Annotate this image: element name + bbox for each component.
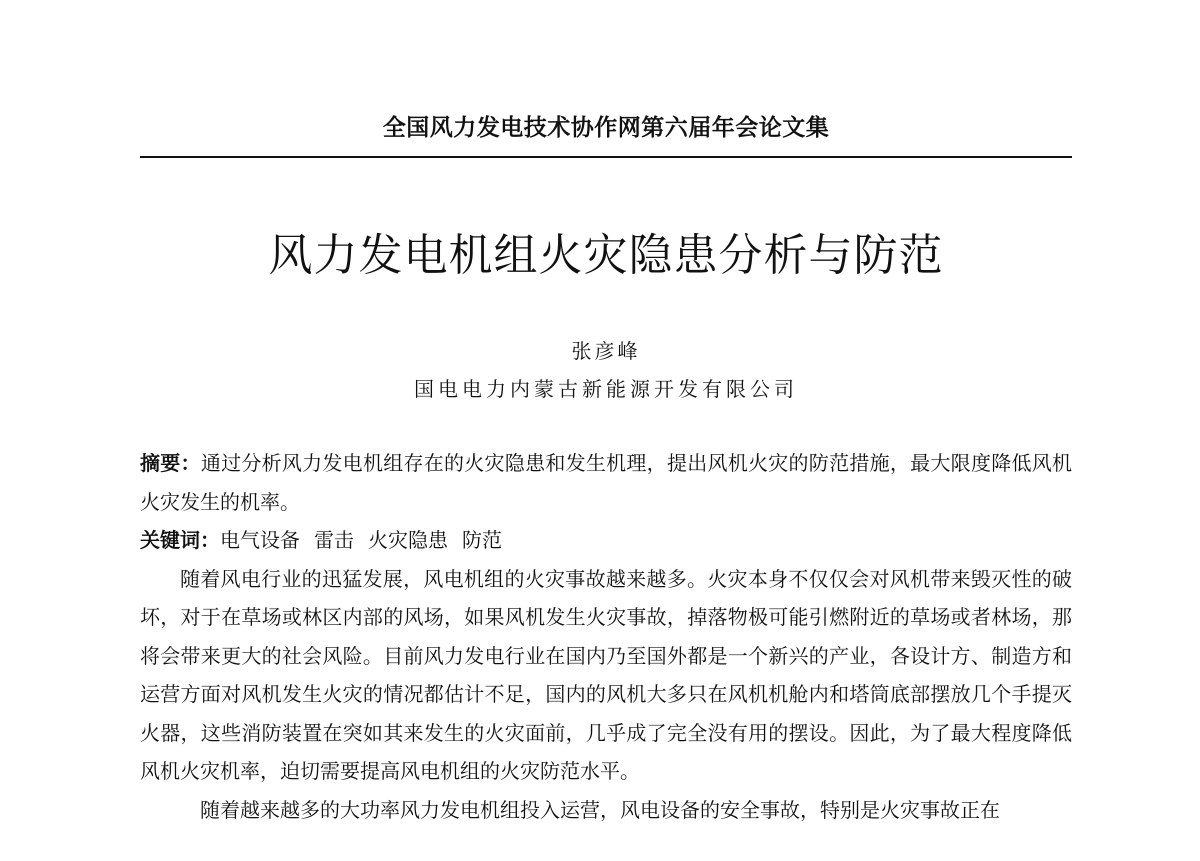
body-paragraph: 随着风电行业的迅猛发展，风电机组的火灾事故越来越多。火灾本身不仅仅会对风机带来毁灭性的破坏，对于在草场或林区内部的风场，如果风机发生火灾事故，掉落物极可能引燃附近的草场或者林场，那将会带来更大的社会风险。目前风力发电行业在国内乃至国外都是一个新兴的产业，各设计方、制造方和运营方面对风机发生火灾的情况都估计不足，国内的风机大多只在风机机舱内和塔筒底部摆放几个手提灭火器，这些消防装置在突如其来发生的火灾面前，几乎成了完全没有用的摆设。因此，为了最大程度降低风机火灾机率，迫切需要提高风电机组的火灾防范水平。: [140, 566, 1072, 783]
author-name: 张彦峰: [571, 339, 641, 363]
keyword: 电气设备: [220, 528, 300, 552]
author-affiliation: 国电电力内蒙古新能源开发有限公司: [414, 377, 798, 401]
keywords-label: 关键词：: [140, 528, 220, 552]
body-paragraph: 随着越来越多的大功率风力发电机组投入运营，风电设备的安全事故，特别是火灾事故正在: [200, 797, 1000, 822]
journal-header: 全国风力发电技术协作网第六届年会论文集: [382, 115, 830, 141]
keyword: 防范: [462, 528, 502, 552]
keywords: [140, 521, 1072, 560]
abstract: [140, 444, 1072, 521]
keyword: 雷击: [314, 528, 354, 552]
header-rule: [140, 156, 1072, 158]
abstract-label: 摘要：: [140, 451, 201, 475]
keyword: 火灾隐患: [368, 528, 448, 552]
paper-title: 风力发电机组火灾隐患分析与防范: [268, 230, 944, 281]
abstract-text: 通过分析风力发电机组存在的火灾隐患和发生机理，提出风机火灾的防范措施，最大限度降低风机火灾发生的机率。: [140, 451, 1073, 514]
paper-body: [140, 444, 1072, 829]
